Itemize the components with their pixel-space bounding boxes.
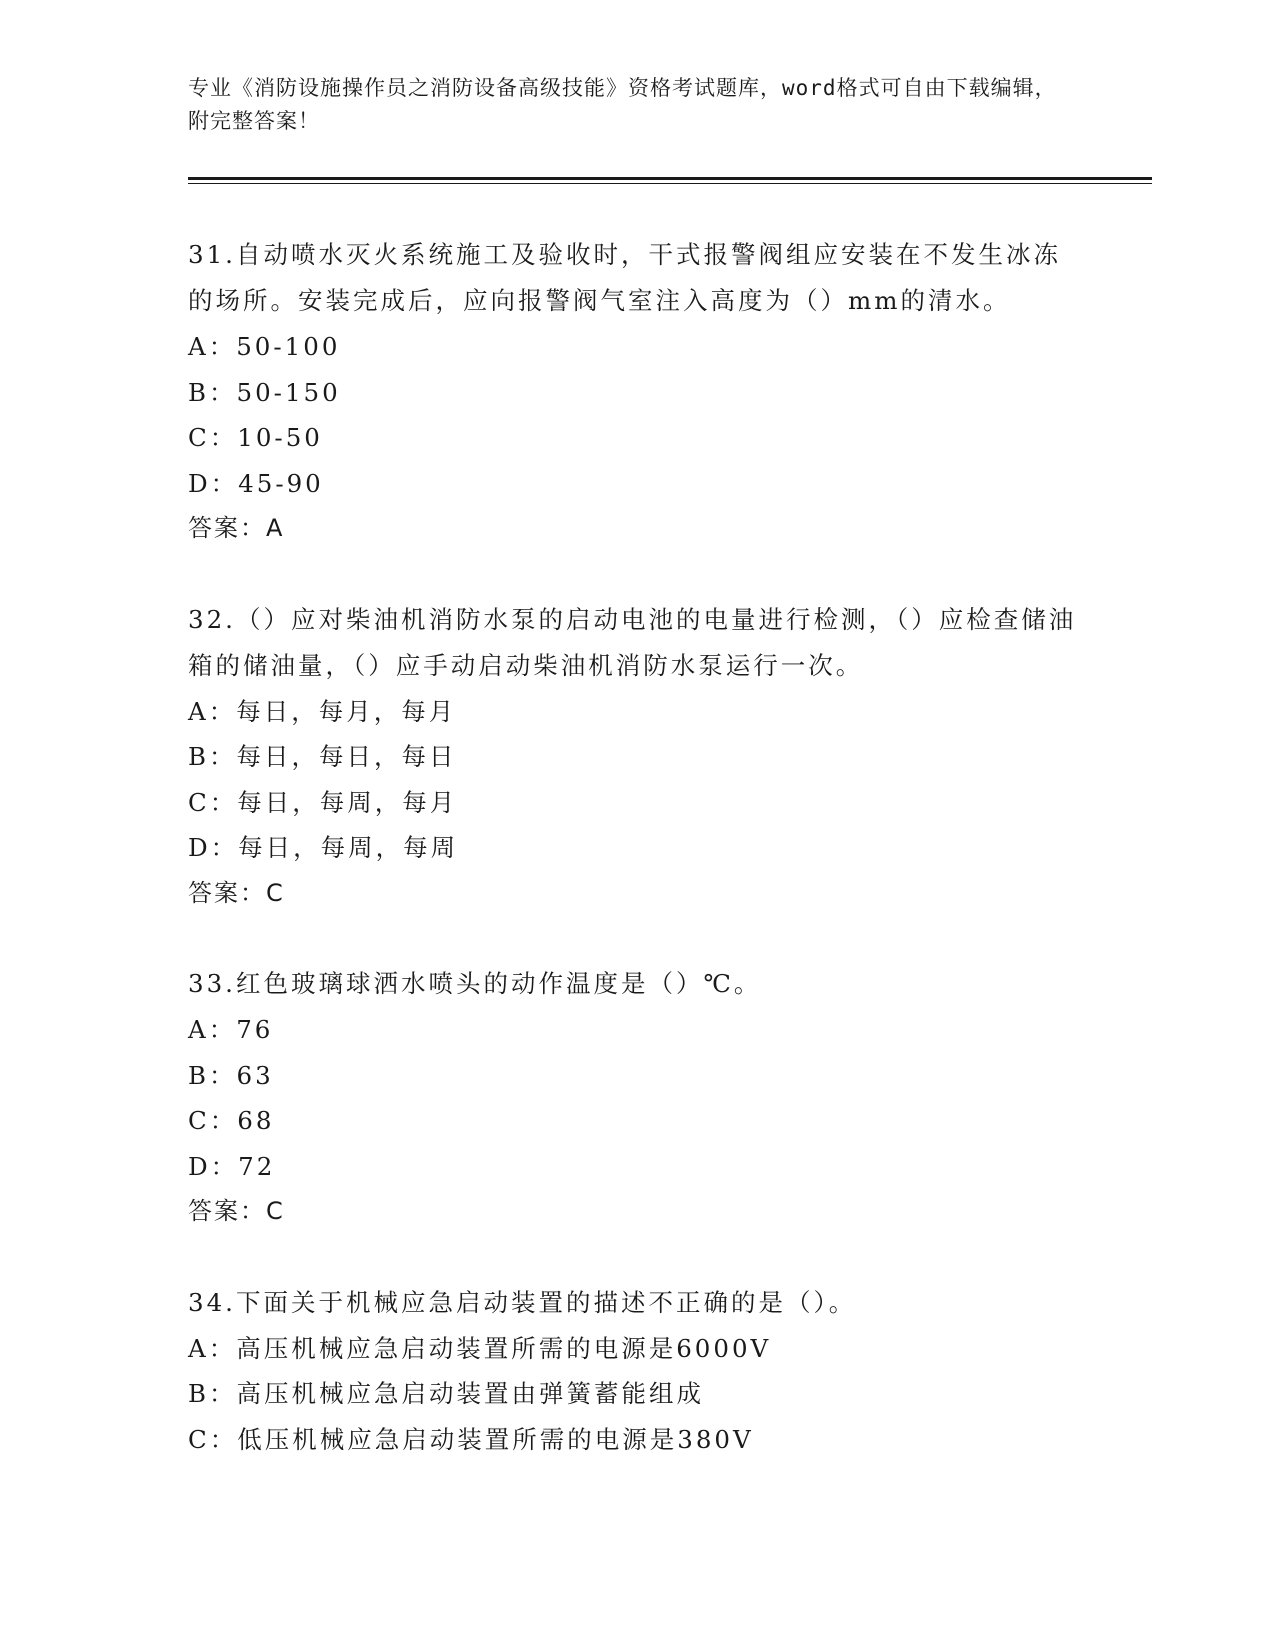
answer-text: 答案：C — [188, 1197, 285, 1225]
option-c: C：低压机械应急启动装置所需的电源是380V — [188, 1424, 754, 1454]
answer-text: 答案：C — [188, 878, 285, 907]
header-divider-thick — [188, 177, 1152, 180]
question-32 — [188, 597, 1088, 917]
question-stem: 34.下面关于机械应急启动装置的描述不正确的是（）。 — [188, 1287, 857, 1317]
option-a: A：高压机械应急启动装置所需的电源是6000V — [188, 1333, 772, 1363]
answer-text: 答案：A — [188, 514, 285, 542]
option-c: C：68 — [188, 1106, 275, 1135]
option-a: A：76 — [188, 1015, 274, 1044]
question-stem: 32.（）应对柴油机消防水泵的启动电池的电量进行检测，（）应检查储油箱的储油量，（）应手动启动柴油机消防水泵运行一次。 — [188, 604, 1077, 680]
question-list — [188, 232, 1088, 1507]
question-31 — [188, 232, 1088, 552]
question-33 — [188, 961, 1088, 1235]
option-a: A：每日，每月，每月 — [188, 696, 457, 726]
document-intro: 专业《消防设施操作员之消防设备高级技能》资格考试题库，word格式可自由下载编辑，附完整答案！ — [188, 76, 1057, 133]
option-b: B：50-150 — [188, 377, 341, 407]
option-a: A：50-100 — [188, 332, 341, 361]
option-c: C：每日，每周，每月 — [188, 787, 458, 817]
option-b: B：63 — [188, 1060, 274, 1090]
option-c: C：10-50 — [188, 423, 323, 452]
option-d: D：每日，每周，每周 — [188, 833, 459, 862]
option-d: D：72 — [188, 1151, 276, 1181]
option-d: D：45-90 — [188, 468, 324, 498]
question-stem: 33.红色玻璃球洒水喷头的动作温度是（）℃。 — [188, 969, 762, 998]
header-divider-thin — [188, 183, 1152, 184]
option-b: B：每日，每日，每日 — [188, 742, 457, 771]
option-b: B：高压机械应急启动装置由弹簧蓄能组成 — [188, 1379, 705, 1408]
question-34 — [188, 1280, 1088, 1463]
question-stem: 31.自动喷水灭火系统施工及验收时，干式报警阀组应安装在不发生冰冻的场所。安装完成后，应向报警阀气室注入高度为（）mm的清水。 — [188, 240, 1061, 315]
